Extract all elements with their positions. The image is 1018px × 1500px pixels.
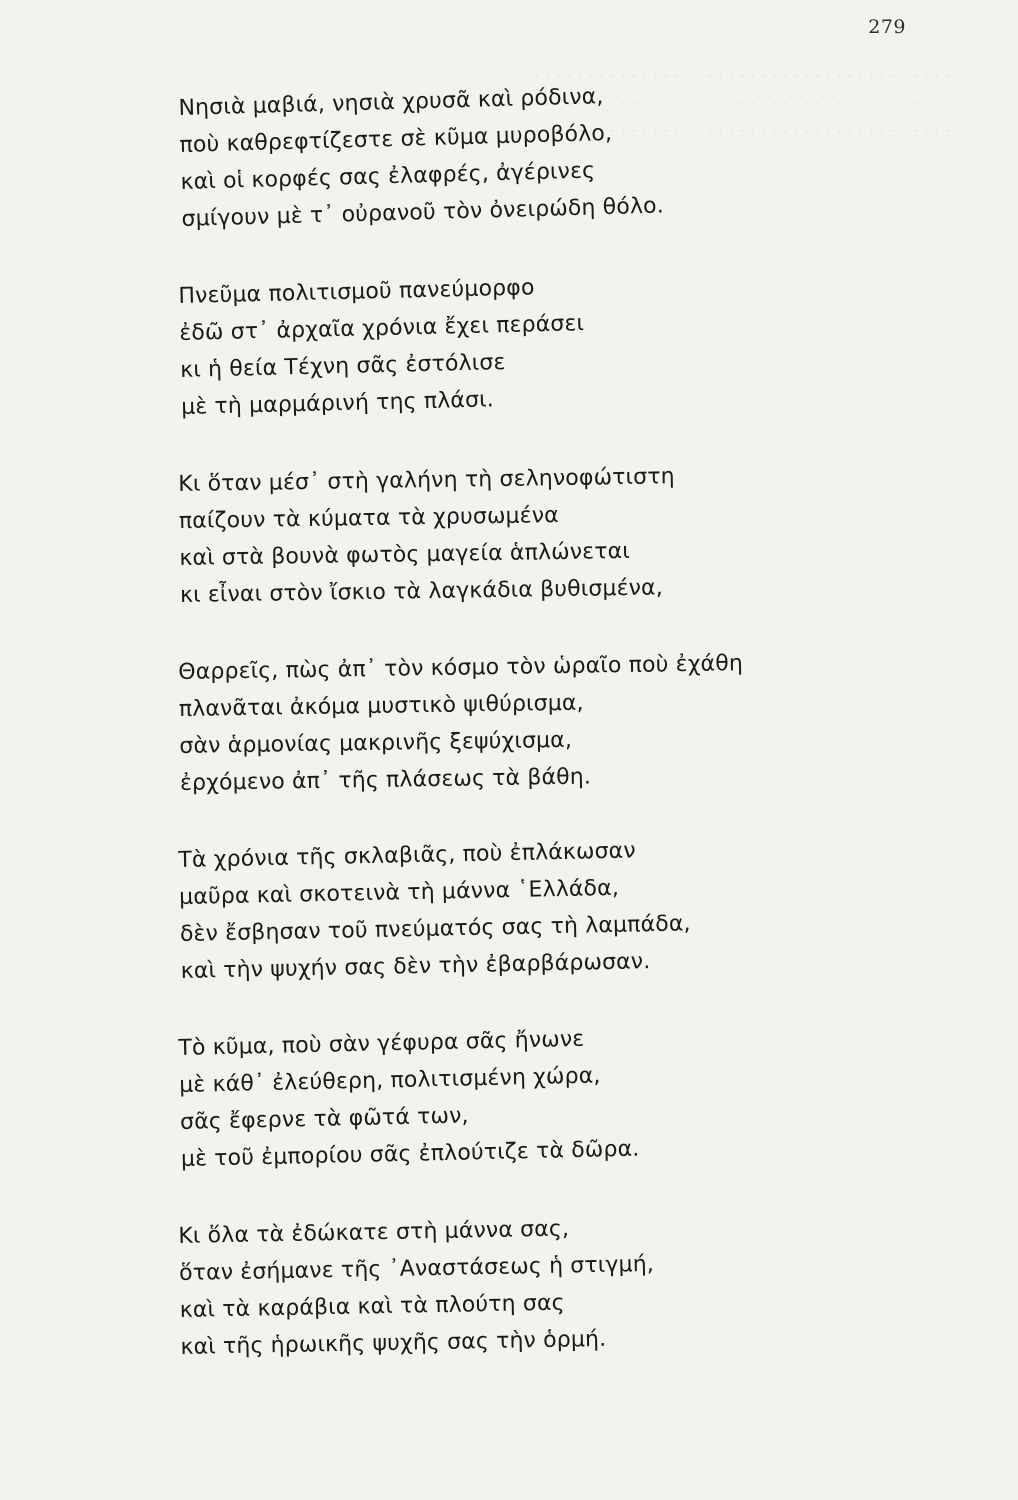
poem-line: Θαρρεῖς, πὼς ἀπ᾽ τὸν κόσμο τὸν ὡραῖο ποὺ ἐχάθη [178, 651, 744, 685]
poem-line: καὶ τὰ καράβια καὶ τὰ πλούτη σας [179, 1290, 565, 1323]
poem-line: καὶ οἱ κορφές σας ἐλαφρές, ἀγέρινες [180, 158, 596, 195]
stanza-6 [178, 1013, 941, 1178]
poem-line: Κι ὅλα τὰ ἐδώκατε στὴ μάννα σας, [178, 1216, 570, 1249]
stanza-5 [178, 826, 941, 990]
poem-line: Τὸ κῦμα, ποὺ σὰν γέφυρα σᾶς ἤνωνε [178, 1026, 585, 1061]
poem-line: πλανᾶται ἀκόμα μυστικὸ ψιθύρισμα, [178, 690, 584, 722]
stanza-1 [178, 69, 942, 238]
poem-line: Νησιὰ μαβιά, νησιὰ χρυσᾶ καὶ ρόδινα, [178, 84, 604, 121]
stanza-7 [178, 1203, 941, 1366]
poem-line: μὲ τοῦ ἐμπορίου σᾶς ἐπλούτιζε τὰ δῶρα. [180, 1136, 640, 1172]
poem-line: μὲ κάθ᾽ ἐλεύθερη, πολιτισμένη χώρα, [178, 1063, 601, 1098]
poem-line: Κι ὅταν μέσ᾽ στὴ γαλήνη τὴ σεληνοφώτιστη [178, 464, 675, 497]
poem [178, 84, 938, 1366]
stanza-3 [178, 454, 940, 614]
poem-line: παίζουν τὰ κύματα τὰ χρυσωμένα [178, 503, 560, 534]
poem-line: ἐδῶ στ᾽ ἀρχαῖα χρόνια ἔχει περάσει [179, 311, 585, 346]
poem-line: σμίγουν μὲ τ᾽ οὐρανοῦ τὸν ὀνειρώδη θόλο. [181, 193, 665, 232]
poem-line: ποὺ καθρεφτίζεστε σὲ κῦμα μυροβόλο, [179, 120, 613, 158]
poem-line: κι ἡ θεία Τέχνη σᾶς ἐστόλισε [179, 350, 506, 383]
poem-line: Τὰ χρόνια τῆς σκλαβιᾶς, ποὺ ἐπλάκωσαν [178, 838, 637, 873]
page-number: 279 [868, 16, 906, 38]
poem-line: καὶ τῆς ἡρωικῆς ψυχῆς σας τὴν ὁρμή. [180, 1326, 607, 1360]
poem-line: ὅταν ἐσήμανε τῆς ᾽Αναστάσεως ἡ στιγμή, [178, 1251, 655, 1286]
poem-line: δὲν ἔσβησαν τοῦ πνεύματός σας τὴ λαμπάδα, [179, 911, 691, 947]
poem-line: μαῦρα καὶ σκοτεινὰ τὴ μάννα ῾Ελλάδα, [178, 875, 620, 910]
poem-line: Πνεῦμα πολιτισμοῦ πανεύμορφο [178, 275, 535, 309]
stanza-2 [178, 259, 941, 426]
show-through-texture: . . . . . . . . . . . . . . . . . . . . . . . . . . . . . . . . . . . . . . . . . . . . . . . . . . . . . . . . . . . . . . . . . . . . . . . . . . . . . . . . . . . . . . . . . . . . . . . . . . . . . . . . . . . . . . . . . . . . . . . . . . . [501, 63, 950, 137]
poem-line: σᾶς ἔφερνε τὰ φῶτά των, [179, 1103, 469, 1135]
poem-line: ἐρχόμενο ἀπ᾽ τῆς πλάσεως τὰ βάθη. [179, 764, 592, 796]
poem-line: καὶ στὰ βουνὰ φωτὸς μαγεία ἁπλώνεται [179, 538, 631, 571]
stanza-4 [178, 642, 940, 802]
poem-line: κι εἶναι στὸν ἴσκιο τὰ λαγκάδια βυθισμένα, [179, 575, 664, 608]
poem-line: μὲ τὴ μαρμάρινή της πλάσι. [180, 387, 495, 420]
poem-line: σὰν ἁρμονίας μακρινῆς ξεψύχισμα, [179, 727, 573, 759]
poem-line: καὶ τὴν ψυχήν σας δὲν τὴν ἐβαρβάρωσαν. [180, 949, 651, 984]
